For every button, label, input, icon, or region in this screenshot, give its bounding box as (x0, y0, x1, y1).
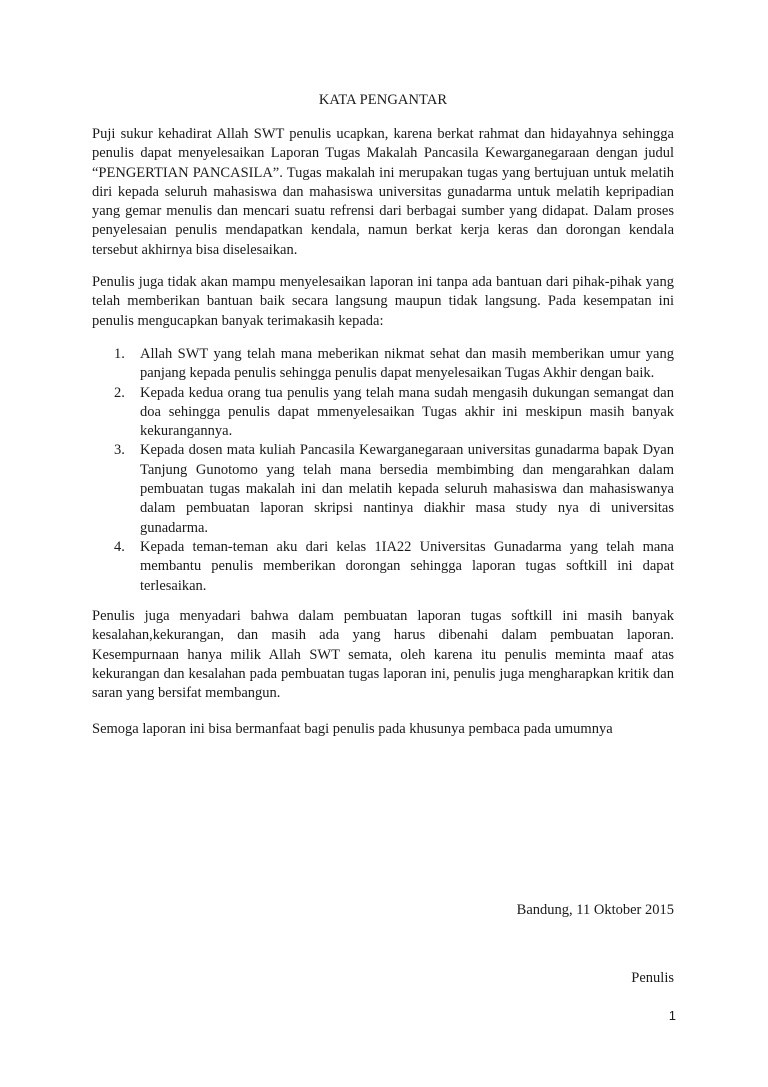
list-item-number: 2. (114, 384, 125, 401)
thanks-paragraph: Penulis juga tidak akan mampu menyelesaikan laporan ini tanpa ada bantuan dari pihak-pihak yang telah memberikan bantuan baik secara langsung maupun tidak langsung. Pada kesempatan ini penulis mengucapkan banyak terimakasih kepada: (92, 274, 674, 329)
document-title: KATA PENGANTAR (318, 92, 448, 108)
intro-paragraph: Puji sukur kehadirat Allah SWT penulis ucapkan, karena berkat rahmat dan hidayahnya sehingga penulis dapat menyelesaikan Laporan Tugas Makalah Pancasila Kewarganegaraan dengan judul “PENGERTIAN PANCASILA”. Tugas makalah ini merupakan tugas yang bertujuan untuk melatih diri kepada seluruh mahasiswa dan mahasiswa universitas gunadarma untuk melatih kepripadian yang gemar menulis dan mencari suatu refrensi dari berbagai sumber yang didapat. Dalam proses penyelesaian penulis mendapatkan kendala, namun berkat kerja keras dan dorongan kendala tersebut akhirnya bisa diselesaikan. (92, 126, 674, 258)
apology-paragraph: Penulis juga menyadari bahwa dalam pembuatan laporan tugas softkill ini masih banyak kesalahan,kekurangan, dan masih ada yang harus dibenahi dalam pembuatan laporan. Kesempurnaan hanya milik Allah SWT semata, oleh karena itu penulis meminta maaf atas kekurangan dan kesalahan pada pembuatan tugas laporan ini, penulis juga mengharapkan kritik dan saran yang bersifat membangun. (92, 608, 674, 702)
list-item (92, 384, 674, 442)
list-item-text: Kepada teman-teman aku dari kelas 1IA22 Universitas Gunadarma yang telah mana membantu penulis memberikan dorongan sehingga laporan tugas softkill ini dapat terlesaikan. (140, 538, 674, 594)
place-date: Bandung, 11 Oktober 2015 (516, 902, 674, 918)
list-item (92, 538, 674, 596)
page-number: 1 (668, 1008, 676, 1023)
list-item-text: Kepada kedua orang tua penulis yang telah mana sudah mengasih dukungan semangat dan doa sehingga penulis dapat mmenyelesaikan Tugas akhir ini meskipun masih banyak kekurangannya. (140, 384, 674, 440)
list-item-number: 3. (114, 442, 125, 459)
list-item-text: Kepada dosen mata kuliah Pancasila Kewarganegaraan universitas gunadarma bapak Dyan Tanjung Gunotomo yang telah mana bersedia membimbing dan mengarahkan dalam pembuatan tugas makalah ini dan melatih kepada seluruh mahasiswa dan mahasiswanya dalam pembuatan laporan skripsi nantinya diakhir masa study nya di universitas gunadarma. (140, 442, 674, 536)
list-item (92, 441, 674, 537)
closing-paragraph: Semoga laporan ini bisa bermanfaat bagi penulis pada khusunya pembaca pada umumnya (92, 721, 613, 737)
list-item (92, 345, 674, 384)
acknowledgement-list (92, 345, 674, 596)
list-item-text: Allah SWT yang telah mana meberikan nikmat sehat dan masih memberikan umur yang panjang kepada penulis sehingga penulis dapat menyelesaikan Tugas Akhir dengan baik. (140, 346, 674, 382)
list-item-number: 4. (114, 538, 125, 555)
signer-name: Penulis (631, 970, 674, 986)
list-item-number: 1. (114, 346, 125, 362)
